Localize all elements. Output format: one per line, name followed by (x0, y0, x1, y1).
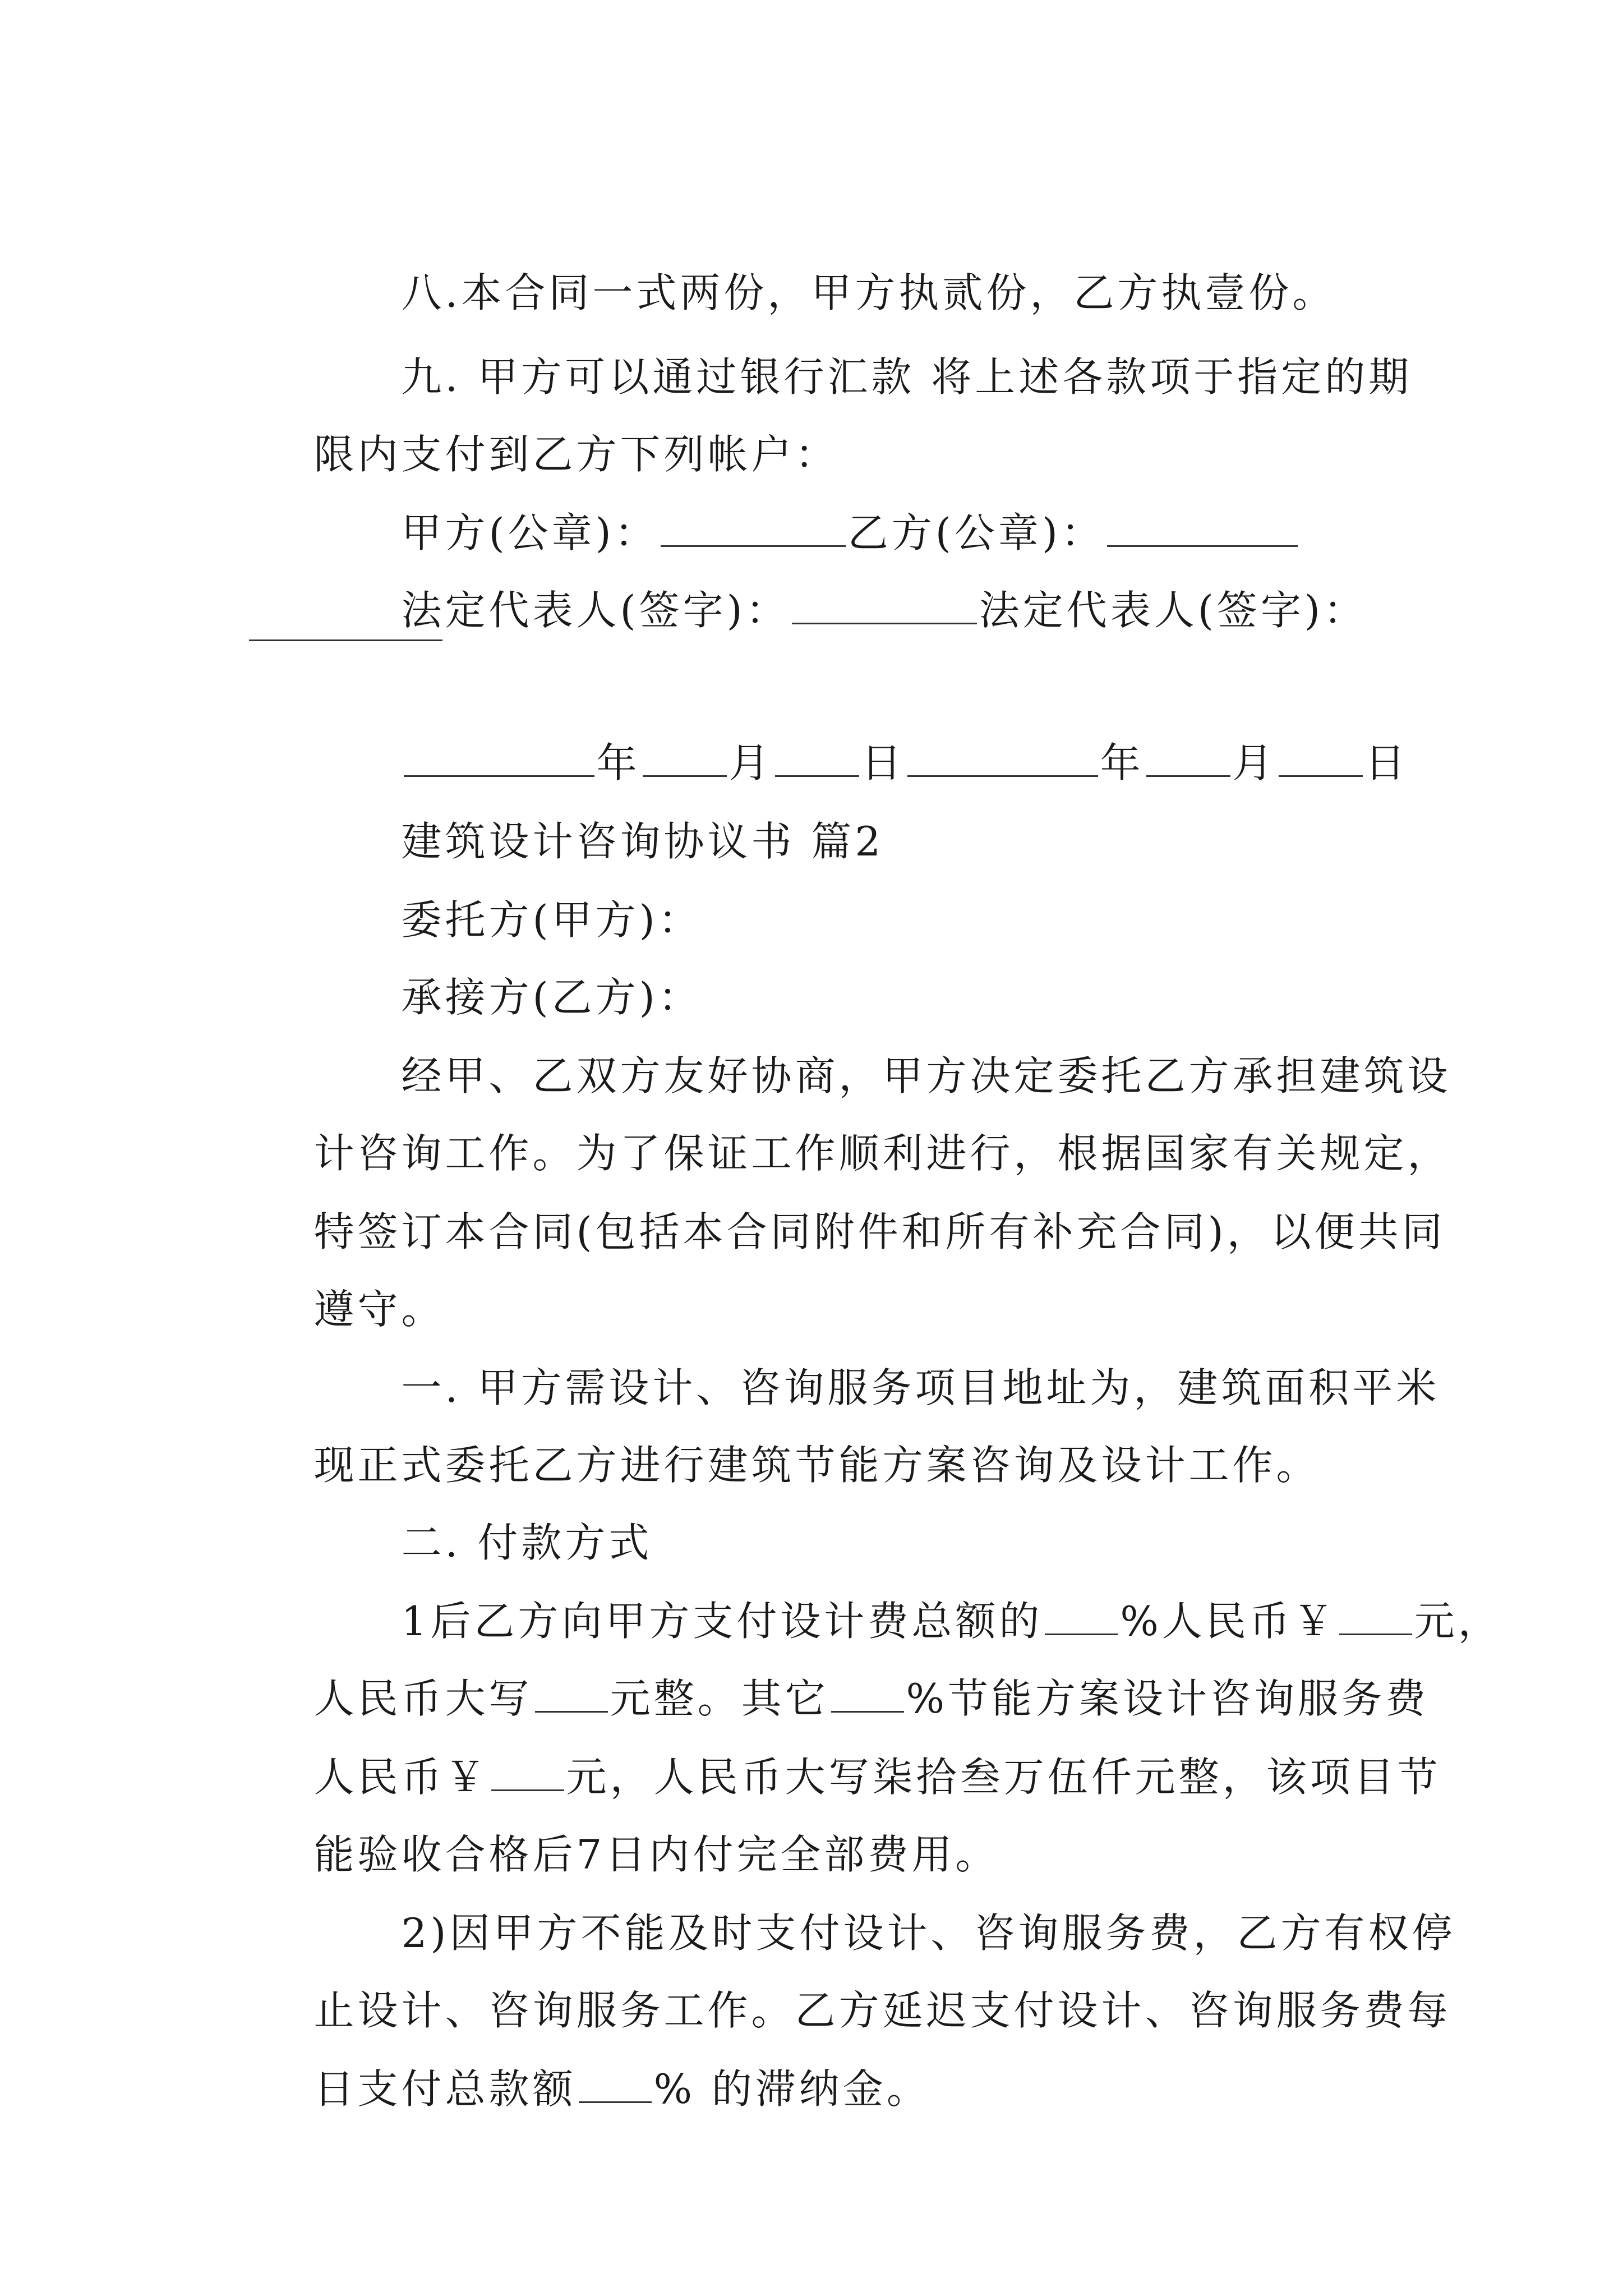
party-a-seal-label: 甲方(公章)： (401, 509, 658, 556)
legal-rep-a-blank (792, 589, 977, 624)
late-fee-text-1: 2)因甲方不能及时支付设计、咨询服务费，乙方有权停 (401, 1910, 1456, 1957)
client-label: 委托方(甲方)： (401, 896, 702, 944)
year-a-label: 年 (596, 739, 640, 786)
month-b-label: 月 (1232, 739, 1276, 786)
intro-text-1: 经甲、乙双方友好协商，甲方决定委托乙方承担建筑设 (401, 1052, 1451, 1099)
late-fee-text-3b: % 的滞纳金。 (653, 2065, 930, 2113)
payment-text-4: 能验收合格后7日内付完全部费用。 (313, 1831, 999, 1878)
month-b-blank (1146, 742, 1230, 777)
payment-text-2c: %节能方案设计咨询服务费 (906, 1675, 1429, 1722)
contractor-label: 承接方(乙方)： (401, 974, 702, 1021)
late-fee-text-3a: 日支付总款额 (313, 2065, 577, 2113)
year-b-label: 年 (1100, 739, 1144, 786)
intro-text-4: 遵守。 (313, 1286, 445, 1333)
item-1-text-2: 现正式委托乙方进行建筑节能方案咨询及设计工作。 (313, 1442, 1320, 1489)
payment-text-1b: %人民币￥ (1120, 1598, 1337, 1645)
party-b-seal-label: 乙方(公章)： (847, 509, 1105, 556)
payment-text-2b: 元整。其它 (610, 1675, 829, 1722)
payment-text-3a: 人民币￥ (313, 1754, 489, 1801)
month-a-label: 月 (728, 739, 773, 786)
section-title-text: 建筑设计咨询协议书 篇2 (401, 818, 884, 865)
item-1-text-1: 一. 甲方需设计、咨询服务项目地址为，建筑面积平米 (401, 1364, 1440, 1411)
legal-rep-line (336, 526, 1367, 694)
clause-9-text-1: 九. 甲方可以通过银行汇款 将上述各款项于指定的期 (401, 353, 1413, 401)
day-b-label: 日 (1364, 739, 1409, 786)
late-fee-line-3 (249, 2005, 930, 2173)
payment-text-2a: 人民币大写 (313, 1675, 533, 1722)
payment-text-3b: 元，人民币大写柒拾叁万伍仟元整，该项目节 (566, 1754, 1441, 1801)
clause-8-text: 八.本合同一式两份，甲方执贰份，乙方执壹份。 (401, 269, 1336, 316)
payment-text-1a: 1后乙方向甲方支付设计费总额的 (401, 1598, 1043, 1645)
legal-rep-b-label: 法定代表人(签字)： (979, 587, 1367, 634)
day-b-blank (1279, 742, 1363, 777)
day-a-label: 日 (861, 739, 905, 786)
payment-text-1c: 元， (1414, 1598, 1502, 1645)
intro-text-2: 计咨询工作。为了保证工作顺利进行，根据国家有关规定， (313, 1130, 1451, 1177)
legal-rep-a-label: 法定代表人(签字)： (401, 587, 790, 634)
item-2-title-text: 二. 付款方式 (401, 1519, 653, 1566)
year-b-blank (907, 742, 1098, 777)
intro-text-3: 特签订本合同(包括本合同附件和所有补充合同)，以便共同 (313, 1208, 1446, 1255)
late-fee-percent-blank (579, 2068, 652, 2103)
legal-rep-b-blank (249, 639, 442, 641)
late-fee-text-2: 止设计、咨询服务工作。乙方延迟支付设计、咨询服务费每 (313, 1987, 1451, 2034)
clause-9-text-2: 限内支付到乙方下列帐户： (313, 431, 839, 478)
